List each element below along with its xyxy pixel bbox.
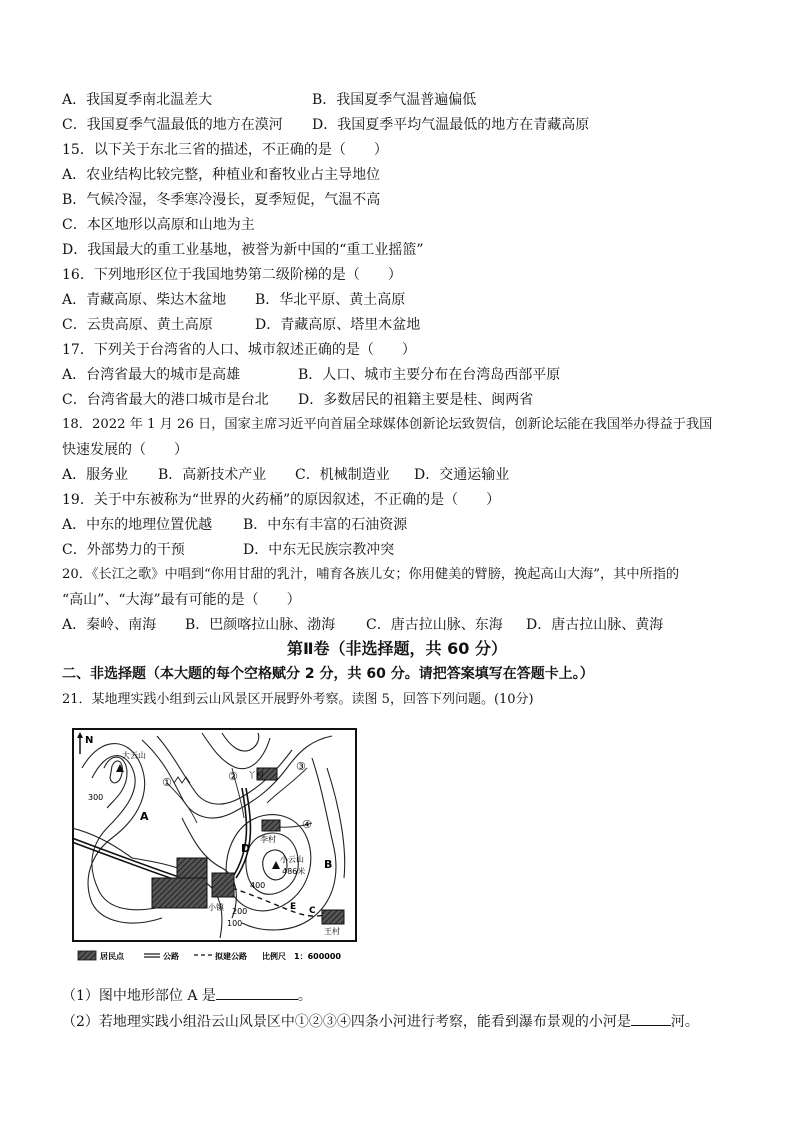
q21-sub2-blank[interactable] bbox=[631, 1011, 671, 1026]
river-4-label: ④ bbox=[302, 818, 312, 831]
legend-settlement-label: 居民点 bbox=[100, 952, 124, 961]
q20-option-d: D．唐古拉山脉、黄海 bbox=[526, 617, 664, 633]
q20-stem-line1: 20．《长江之歌》中唱到“你用甘甜的乳汁，哺育各族儿女；你用健美的臂膀，挽起高山大海”，其中所指的 bbox=[62, 567, 680, 582]
q21-sub2-end: 河。 bbox=[670, 1014, 699, 1030]
q19-stem: 19．关于中东被称为“世界的火药桶”的原因叙述，不正确的是（ ） bbox=[62, 492, 501, 508]
q16-option-d: D．青藏高原、塔里木盆地 bbox=[255, 317, 421, 333]
q20-option-b: B．巴颜喀拉山脉、渤海 bbox=[185, 617, 336, 633]
town-block-3 bbox=[212, 873, 234, 897]
q20-option-a: A．秦岭、南海 bbox=[62, 617, 157, 633]
label-a: A bbox=[140, 810, 149, 823]
legend-road-label: 公路 bbox=[163, 952, 179, 961]
town-block-1 bbox=[177, 858, 207, 880]
q21-sub1-text: （1）图中地形部位 A 是 bbox=[62, 988, 216, 1004]
q14-option-c: C．我国夏季气温最低的地方在漠河 bbox=[62, 117, 283, 133]
label-c: C bbox=[309, 906, 316, 916]
ya-village-label: 丫村 bbox=[248, 771, 264, 780]
label-b: B bbox=[324, 858, 333, 871]
q15-option-c: C．本区地形以高原和山地为主 bbox=[62, 217, 255, 233]
contour-200-label: 200 bbox=[232, 907, 248, 916]
contour-400-label: 400 bbox=[250, 881, 266, 890]
q18-stem-line2: 快速发展的（ ） bbox=[62, 442, 188, 458]
li-village-label: 李村 bbox=[260, 835, 276, 844]
q17-option-a: A．台湾省最大的城市是高雄 bbox=[62, 367, 241, 383]
q14-option-d: D．我国夏季平均气温最低的地方在青藏高原 bbox=[312, 117, 590, 133]
q18-option-a: A．服务业 bbox=[62, 467, 129, 483]
contour-300-label: 300 bbox=[88, 793, 104, 802]
li-village-block bbox=[262, 820, 280, 831]
q21-sub1 bbox=[62, 985, 312, 1006]
q21-sub1-end: 。 bbox=[297, 988, 312, 1004]
q21-sub2-text: （2）若地理实践小组沿云山风景区中①②③④四条小河进行考察，能看到瀑布景观的小河是 bbox=[62, 1014, 631, 1030]
q20-option-c: C．唐古拉山脉、东海 bbox=[366, 617, 503, 633]
peak-small-label: 小云山 bbox=[280, 855, 304, 864]
q19-option-b: B．中东有丰富的石油资源 bbox=[243, 517, 408, 533]
q19-option-a: A．中东的地理位置优越 bbox=[62, 517, 213, 533]
q16-option-b: B．华北平原、黄土高原 bbox=[255, 292, 406, 308]
peak-small-elevation: 486米 bbox=[282, 867, 306, 876]
part2-title: 第Ⅱ卷（非选择题，共 60 分） bbox=[287, 639, 507, 658]
legend-scale-label: 比例尺 1：600000 bbox=[262, 952, 341, 961]
river-2-label: ② bbox=[228, 770, 238, 783]
q17-option-b: B．人口、城市主要分布在台湾岛西部平原 bbox=[298, 367, 561, 383]
map-legend bbox=[78, 951, 341, 961]
q15-option-d: D．我国最大的重工业基地，被誉为新中国的“重工业摇篮” bbox=[62, 242, 424, 258]
river-3-label: ③ bbox=[296, 760, 306, 773]
q14-option-b: B．我国夏季气温普遍偏低 bbox=[312, 92, 477, 108]
q16-option-a: A．青藏高原、柴达木盆地 bbox=[62, 292, 227, 308]
topographic-map-figure bbox=[72, 728, 358, 968]
label-d: D bbox=[241, 842, 251, 855]
q19-option-c: C．外部势力的干预 bbox=[62, 542, 185, 558]
q17-stem: 17．下列关于台湾省的人口、城市叙述正确的是（ ） bbox=[62, 342, 416, 358]
wang-village-block bbox=[322, 910, 344, 924]
q17-option-c: C．台湾省最大的港口城市是台北 bbox=[62, 392, 269, 408]
q18-stem-line1: 18．2022 年 1 月 26 日，国家主席习近平向首届全球媒体创新论坛致贺信，创新论坛能在我国举办得益于我国 bbox=[62, 417, 713, 432]
river-1-label: ① bbox=[162, 776, 172, 789]
q17-option-d: D．多数居民的祖籍主要是桂、闽两省 bbox=[298, 392, 534, 408]
part2-instruction: 二、非选择题（本大题的每个空格赋分 2 分，共 60 分。请把答案填写在答题卡上。） bbox=[62, 666, 594, 682]
q18-option-d: D．交通运输业 bbox=[414, 467, 510, 483]
legend-settlement-swatch bbox=[78, 951, 96, 960]
q19-option-d: D．中东无民族宗教冲突 bbox=[243, 542, 395, 558]
q15-option-a: A．农业结构比较完整，种植业和畜牧业占主导地位 bbox=[62, 167, 381, 183]
q20-stem-line2: “高山”、“大海”最有可能的是（ ） bbox=[62, 592, 301, 608]
q16-option-c: C．云贵高原、黄土高原 bbox=[62, 317, 213, 333]
town-block-2 bbox=[152, 878, 207, 908]
topographic-map bbox=[72, 728, 358, 968]
north-label: N bbox=[85, 735, 94, 746]
label-e: E bbox=[290, 902, 297, 912]
q15-stem: 15．以下关于东北三省的描述，不正确的是（ ） bbox=[62, 142, 388, 158]
q21-sub2 bbox=[62, 1011, 699, 1032]
q16-stem: 16．下列地形区位于我国地势第二级阶梯的是（ ） bbox=[62, 267, 402, 283]
legend-planned-label: 拟建公路 bbox=[215, 952, 247, 961]
wang-village-label: 王村 bbox=[324, 927, 340, 936]
q21-stem: 21．某地理实践小组到云山风景区开展野外考察。读图 5，回答下列问题。(10分) bbox=[62, 692, 534, 707]
town-label: 小镇 bbox=[208, 903, 224, 912]
q21-sub1-blank[interactable] bbox=[216, 985, 298, 1000]
contour-100-label: 100 bbox=[227, 919, 243, 928]
q14-option-a: A．我国夏季南北温差大 bbox=[62, 92, 213, 108]
peak-big-label: 大云山 bbox=[122, 751, 146, 760]
q15-option-b: B．气候冷湿，冬季寒冷漫长，夏季短促，气温不高 bbox=[62, 192, 381, 208]
q18-option-c: C．机械制造业 bbox=[295, 467, 390, 483]
q18-option-b: B．高新技术产业 bbox=[158, 467, 267, 483]
